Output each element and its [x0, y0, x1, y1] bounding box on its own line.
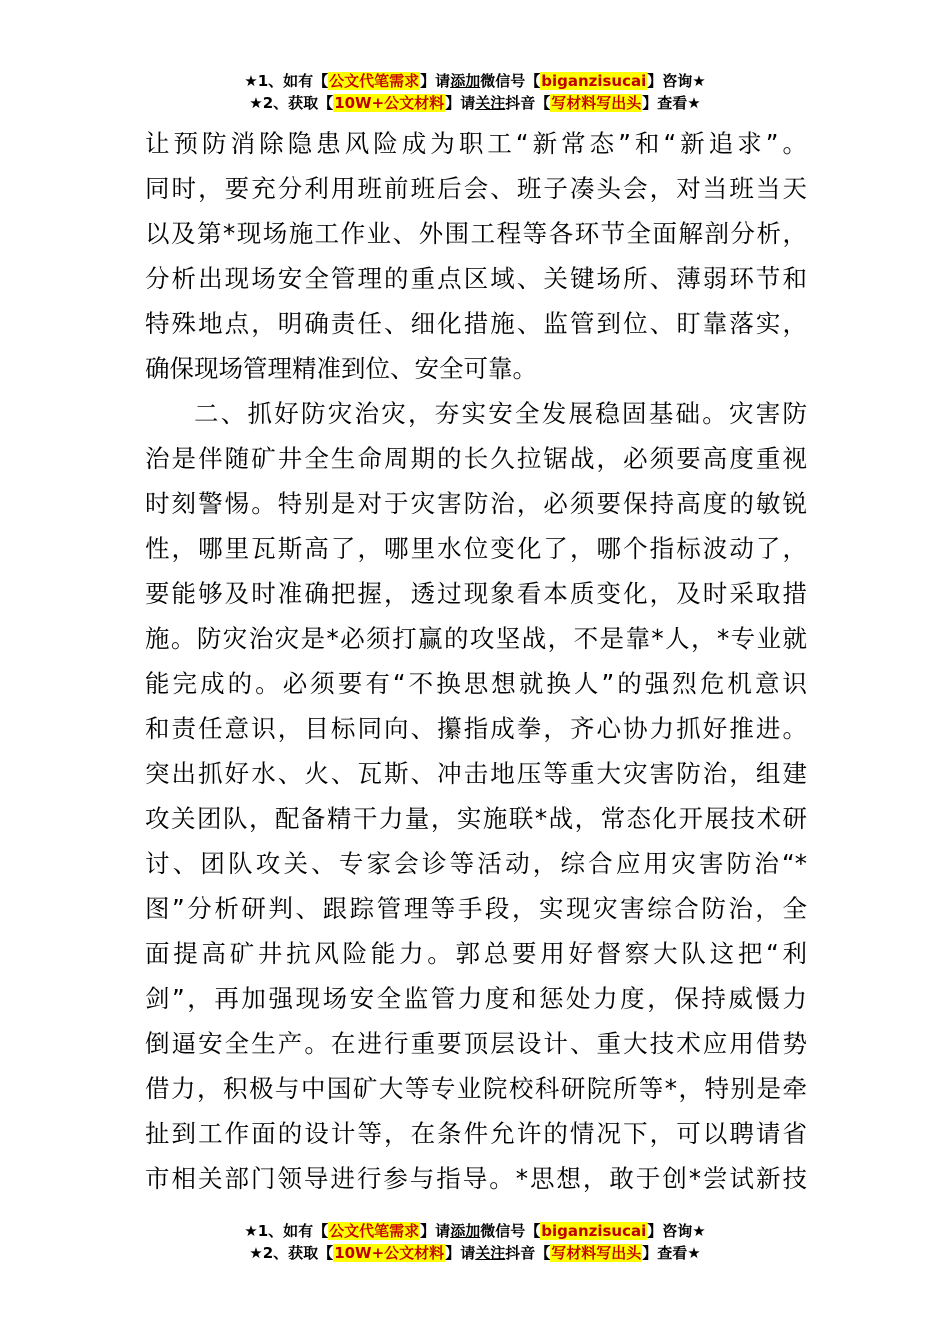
banner-text: 微信号【 [480, 72, 541, 90]
body-line: 能完成的。必须要有“不换思想就换人”的强烈危机意识 [145, 669, 807, 698]
body-line: 时刻警惕。特别是对于灾害防治，必须要保持高度的敏锐 [145, 489, 807, 518]
body-line: 性，哪里瓦斯高了，哪里水位变化了，哪个指标波动了， [145, 534, 807, 563]
banner-underline: 关注 [475, 94, 506, 112]
banner-text: 】请 [445, 1244, 476, 1262]
banner-underline: 关注 [475, 1244, 506, 1262]
banner-text: 抖音【 [505, 94, 551, 112]
body-line: 同时，要充分利用班前班后会、班子凑头会，对当班当天 [145, 174, 807, 203]
banner-highlight: 10W+公文材料 [334, 1244, 445, 1262]
banner-text: 】查看★ [642, 94, 701, 112]
body-line: 施。防灾治灾是*必须打赢的攻坚战，不是靠*人，*专业就 [145, 624, 807, 653]
banner-line-2 [0, 1242, 950, 1264]
banner-line-2 [0, 92, 950, 114]
body-line: 讨、团队攻关、专家会诊等活动，综合应用灾害防治“* [145, 849, 807, 878]
banner-text: 】请 [420, 1222, 451, 1240]
banner-text: 】请 [420, 72, 451, 90]
banner-highlight: biganzisucai [541, 72, 647, 90]
body-line: 倒逼安全生产。在进行重要顶层设计、重大技术应用借势 [145, 1029, 807, 1058]
body-line: 攻关团队，配备精干力量，实施联*战，常态化开展技术研 [145, 804, 807, 833]
body-line: 面提高矿井抗风险能力。郭总要用好督察大队这把“利 [145, 939, 807, 968]
body-line: 借力，积极与中国矿大等专业院校科研院所等*，特别是牵 [145, 1074, 807, 1103]
banner-text: ★1、如有【 [244, 72, 329, 90]
banner-text: ★2、获取【 [249, 94, 334, 112]
body-line: 图”分析研判、跟踪管理等手段，实现灾害综合防治，全 [145, 894, 807, 923]
body-line: 分析出现场安全管理的重点区域、关键场所、薄弱环节和 [145, 264, 807, 293]
banner-highlight: 写材料写出头 [551, 94, 642, 112]
body-line: 治是伴随矿井全生命周期的长久拉锯战，必须要高度重视 [145, 444, 807, 473]
banner-highlight: 公文代笔需求 [329, 1222, 420, 1240]
banner-highlight: 写材料写出头 [551, 1244, 642, 1262]
banner-line-1 [0, 70, 950, 92]
banner-text: 】咨询★ [647, 1222, 706, 1240]
banner-text: ★2、获取【 [249, 1244, 334, 1262]
body-line: 和责任意识，目标同向、攥指成拳，齐心协力抓好推进。 [145, 714, 807, 743]
banner-highlight: 10W+公文材料 [334, 94, 445, 112]
section-heading-line: 二、抓好防灾治灾，夯实安全发展稳固基础。灾害防 [194, 399, 807, 428]
banner-text: 微信号【 [480, 1222, 541, 1240]
body-line: 确保现场管理精准到位、安全可靠。 [145, 354, 537, 383]
body-line: 要能够及时准确把握，透过现象看本质变化，及时采取措 [145, 579, 807, 608]
banner-text: ★1、如有【 [244, 1222, 329, 1240]
body-line: 市相关部门领导进行参与指导。*思想，敢于创*尝试新技 [145, 1164, 807, 1193]
banner-underline: 添加 [450, 72, 481, 90]
banner-highlight: 公文代笔需求 [329, 72, 420, 90]
banner-underline: 添加 [450, 1222, 481, 1240]
body-line: 扯到工作面的设计等，在条件允许的情况下，可以聘请省 [145, 1119, 807, 1148]
body-line: 让预防消除隐患风险成为职工“新常态”和“新追求”。 [145, 129, 807, 158]
body-line: 突出抓好水、火、瓦斯、冲击地压等重大灾害防治，组建 [145, 759, 807, 788]
header-banner [0, 70, 950, 114]
banner-text: 】查看★ [642, 1244, 701, 1262]
banner-text: 抖音【 [505, 1244, 551, 1262]
banner-line-1 [0, 1220, 950, 1242]
banner-text: 】请 [445, 94, 476, 112]
body-line: 特殊地点，明确责任、细化措施、监管到位、盯靠落实， [145, 309, 807, 338]
banner-highlight: biganzisucai [541, 1222, 647, 1240]
document-body [145, 121, 807, 1201]
body-line: 剑”，再加强现场安全监管力度和惩处力度，保持威慑力 [145, 984, 807, 1013]
body-line: 以及第*现场施工作业、外围工程等各环节全面解剖分析， [145, 219, 807, 248]
banner-text: 】咨询★ [647, 72, 706, 90]
footer-banner [0, 1220, 950, 1264]
